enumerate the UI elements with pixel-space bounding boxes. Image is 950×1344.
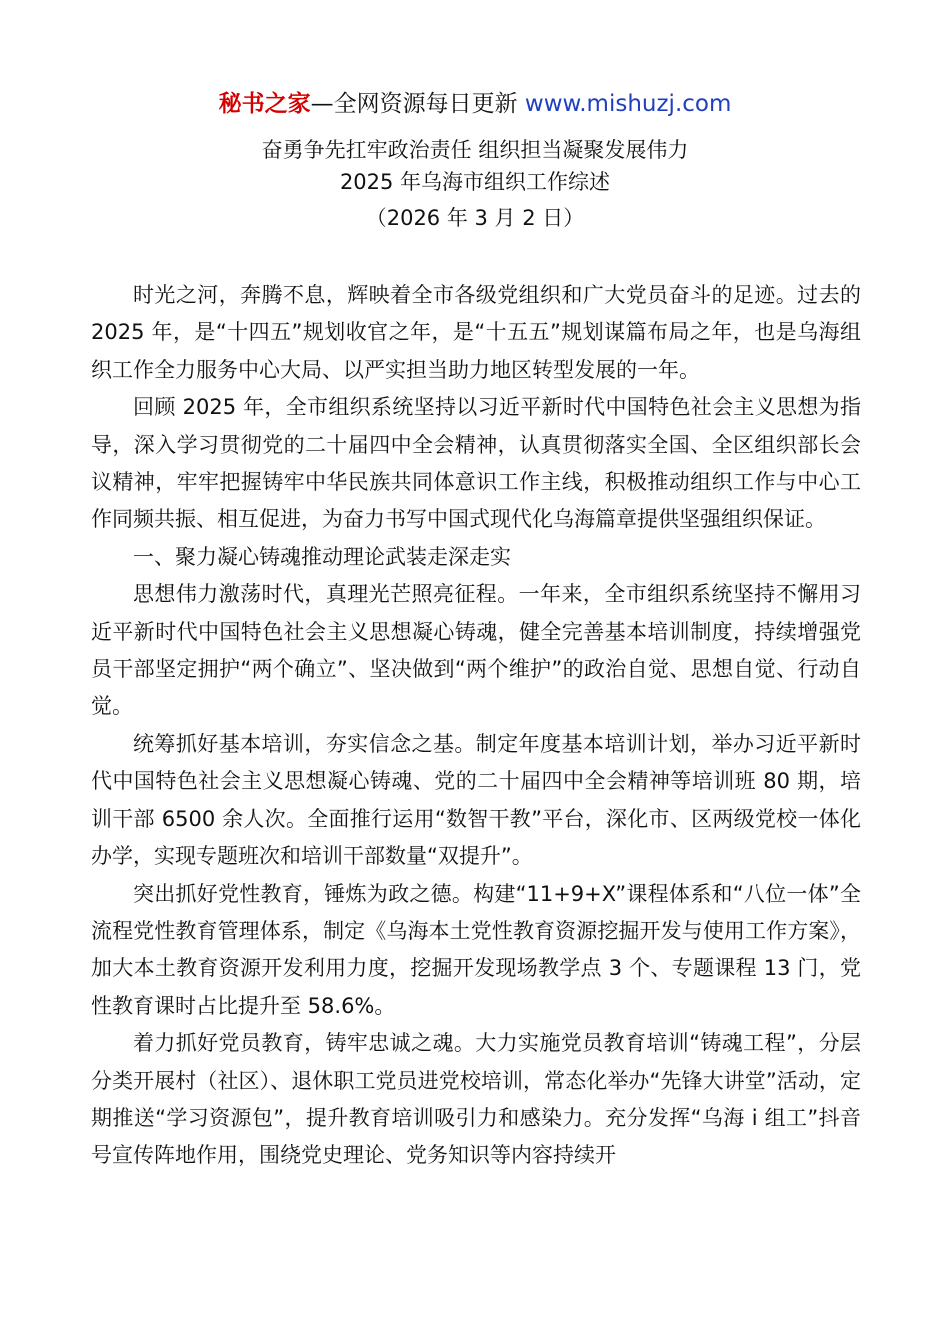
header-dash: — — [310, 91, 334, 117]
site-url-link[interactable]: www.mishuzj.com — [524, 91, 732, 117]
paragraph-party-spirit: 突出抓好党性教育，锤炼为政之德。构建“11+9+X”课程体系和“八位一体”全流程党性教育管理体系，制定《乌海本土党性教育资源挖掘开发与使用工作方案》，加大本土教育资源开发利用力度，挖掘开发现场教学点 3 个、专题课程 13 门，党性教育课时占比提升至 58.6%。 — [91, 881, 861, 1018]
paragraph-section1-intro: 思想伟力激荡时代，真理光芒照亮征程。一年来，全市组织系统坚持不懈用习近平新时代中国特色社会主义思想凝心铸魂，健全完善基本培训制度，持续增强党员干部坚定拥护“两个确立”、坚决做到“两个维护”的政治自觉、思想自觉、行动自觉。 — [91, 582, 861, 719]
paragraph-intro: 时光之河，奔腾不息，辉映着全市各级党组织和广大党员奋斗的足迹。过去的 2025 年，是“十四五”规划收官之年，是“十五五”规划谋篇布局之年，也是乌海组织工作全力服务中心大局、以严实担当助力地区转型发展的一年。 — [91, 283, 861, 382]
brand-name: 秘书之家 — [218, 91, 311, 117]
document-subtitle: 2025 年乌海市组织工作综述 — [339, 170, 611, 194]
site-header — [0, 88, 950, 120]
paragraph-member-education: 着力抓好党员教育，铸牢忠诚之魂。大力实施党员教育培训“铸魂工程”，分层分类开展村（社区）、退休职工党员进党校培训，常态化举办“先锋大讲堂”活动，定期推送“学习资源包”，提升教育培训吸引力和感染力。充分发挥“乌海 i 组工”抖音号宣传阵地作用，围绕党史理论、党务知识等内容持续开 — [91, 1031, 861, 1168]
document-title-block — [0, 134, 950, 234]
header-tagline: 全网资源每日更新 — [333, 91, 518, 117]
document-date: （2026 年 3 月 2 日） — [365, 206, 585, 230]
document-title: 奋勇争先扛牢政治责任 组织担当凝聚发展伟力 — [261, 138, 689, 162]
paragraph-review: 回顾 2025 年，全市组织系统坚持以习近平新时代中国特色社会主义思想为指导，深入学习贯彻党的二十届四中全会精神，认真贯彻落实全国、全区组织部长会议精神，牢牢把握铸牢中华民族共同体意识工作主线，积极推动组织工作与中心工作同频共振、相互促进，为奋力书写中国式现代化乌海篇章提供坚强组织保证。 — [91, 395, 861, 532]
section-heading-1: 一、聚力凝心铸魂推动理论武装走深走实 — [133, 544, 511, 569]
paragraph-basic-training: 统筹抓好基本培训，夯实信念之基。制定年度基本培训计划，举办习近平新时代中国特色社会主义思想凝心铸魂、党的二十届四中全会精神等培训班 80 期，培训干部 6500 余人次。全面推行运用“数智干教”平台，深化市、区两级党校一体化办学，实现专题班次和培训干部数量“双提升”。 — [91, 731, 861, 869]
document-body — [91, 277, 861, 1175]
